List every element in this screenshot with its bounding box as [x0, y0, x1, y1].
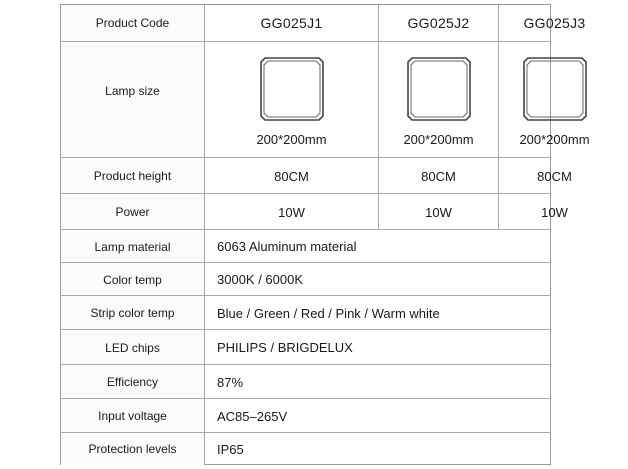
product-code-2: GG025J2 [379, 5, 499, 41]
lamp-cell-2 [379, 42, 499, 158]
square-frame-lamp-icon [520, 54, 590, 124]
label-protection-levels: Protection levels [61, 433, 205, 465]
row-color-temp [61, 262, 550, 296]
label-led-chips: LED chips [61, 330, 205, 365]
strip-color-temp-value: Blue / Green / Red / Pink / Warm white [217, 305, 440, 321]
label-power: Power [61, 194, 205, 230]
label-product-code: Product Code [61, 5, 205, 41]
row-led-chips [61, 329, 550, 365]
row-product-height [61, 157, 572, 194]
lamp-size-1: 200*200mm [256, 131, 327, 147]
spec-table [60, 4, 590, 465]
lamp-material-value: 6063 Aluminum material [217, 239, 357, 254]
label-color-temp: Color temp [61, 263, 205, 296]
row-lamp-material [61, 229, 550, 263]
led-chips-value: PHILIPS / BRIGDELUX [217, 340, 353, 355]
label-product-height: Product height [61, 158, 205, 194]
label-efficiency: Efficiency [61, 365, 205, 399]
lamp-cell-1 [205, 42, 379, 158]
power-1: 10W [205, 194, 379, 230]
square-frame-lamp-icon [257, 54, 327, 124]
lamp-size-2: 200*200mm [403, 131, 474, 147]
lamp-cell-3 [499, 42, 610, 158]
power-3: 10W [541, 204, 568, 220]
power-2: 10W [379, 194, 499, 230]
row-lamp-size [61, 41, 590, 158]
product-code-1: GG025J1 [205, 5, 379, 41]
product-height-2: 80CM [379, 158, 499, 194]
row-product-code [61, 5, 586, 41]
label-strip-color-temp: Strip color temp [61, 296, 205, 330]
row-strip-color-temp [61, 295, 550, 330]
label-lamp-size: Lamp size [61, 42, 205, 158]
row-power [61, 193, 568, 230]
label-lamp-material: Lamp material [61, 230, 205, 263]
row-efficiency [61, 364, 550, 399]
protection-levels-value: IP65 [217, 441, 244, 457]
row-input-voltage [61, 398, 550, 433]
efficiency-value: 87% [217, 374, 244, 390]
input-voltage-value: AC85–265V [217, 408, 288, 424]
color-temp-value: 3000K / 6000K [217, 272, 304, 287]
product-code-3: GG025J3 [523, 15, 586, 31]
product-height-3: 80CM [537, 168, 572, 184]
lamp-size-3: 200*200mm [519, 131, 590, 147]
square-frame-lamp-icon [404, 54, 474, 124]
product-height-1: 80CM [205, 158, 379, 194]
row-protection-levels [61, 432, 550, 465]
label-input-voltage: Input voltage [61, 399, 205, 433]
